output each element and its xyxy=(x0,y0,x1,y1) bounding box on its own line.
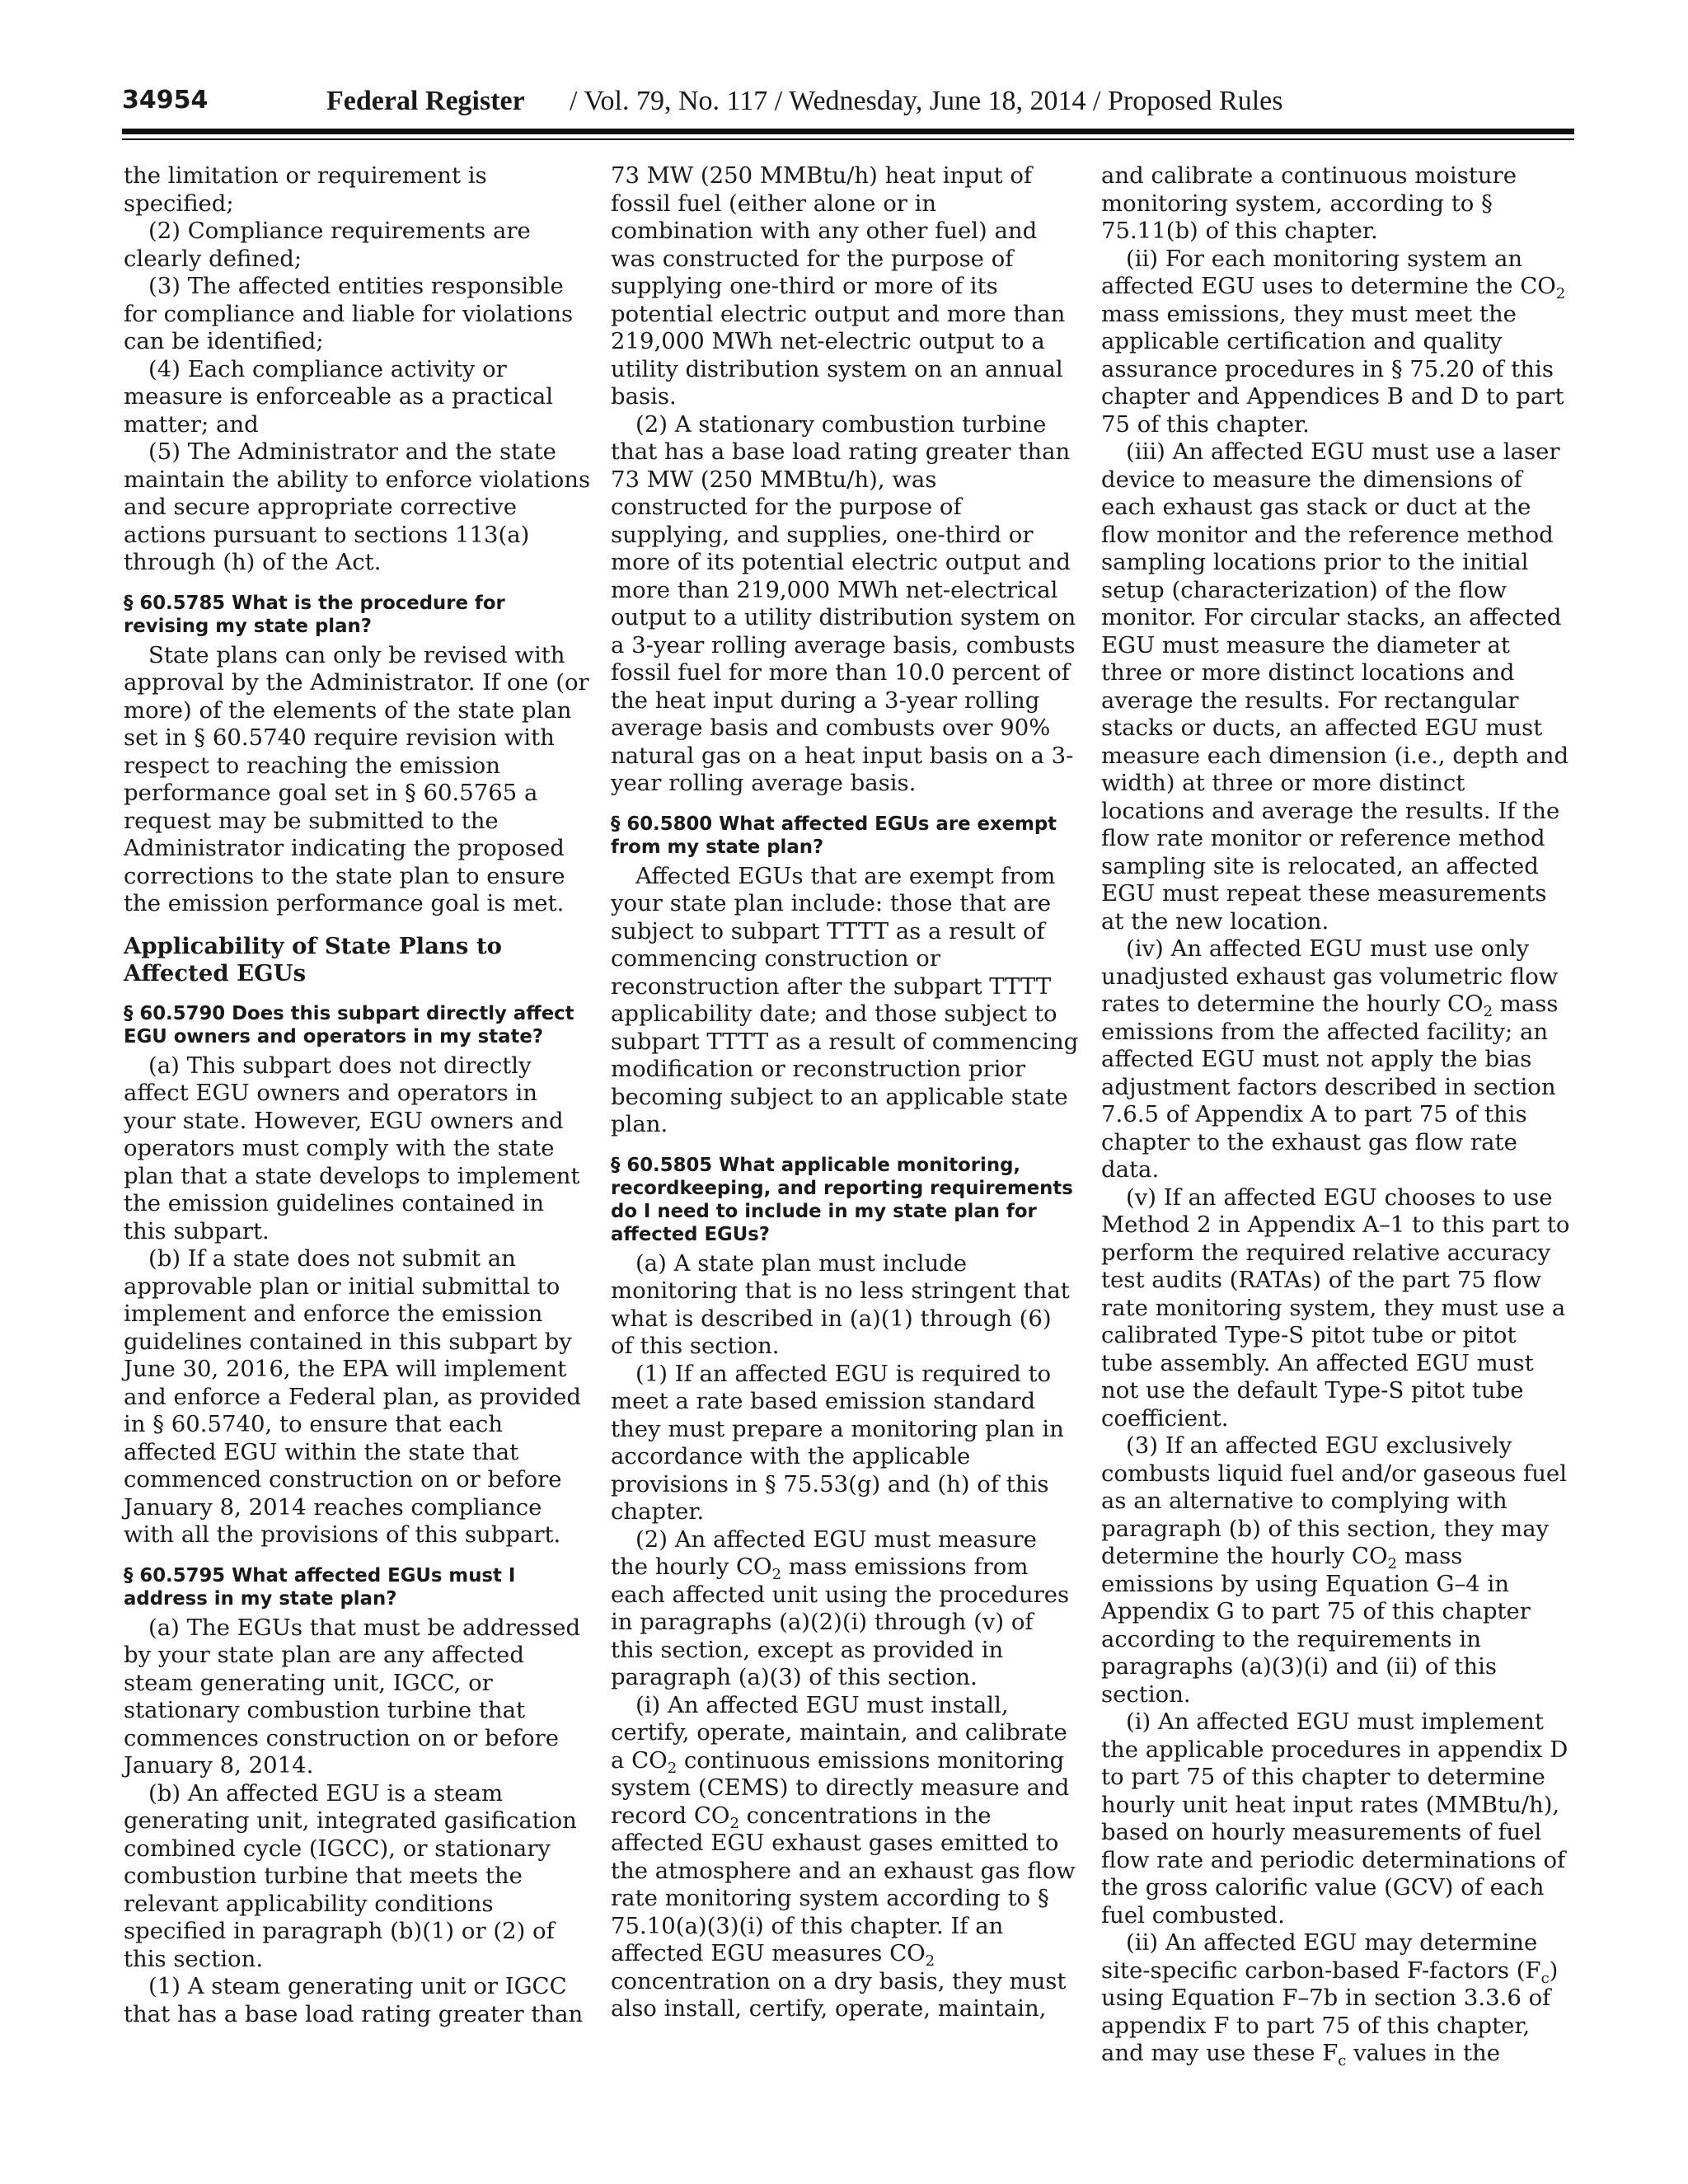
page-header xyxy=(122,86,1574,129)
section-heading-60-5800: § 60.5800 What affected EGUs are exempt from my state plan? xyxy=(611,813,1057,858)
paragraph: (1) A steam generating unit or IGCC that has a base load rating greater than xyxy=(124,1973,584,2027)
paragraph: (ii) For each monitoring system an affected EGU uses to determine the $CO_2$ mass emissions, they must meet the applicable certification and quality assurance procedures in § 75.20 of this chapter and Appendices B and D to part 75 of this chapter. xyxy=(1101,245,1566,438)
paragraph: (2) Compliance requirements are clearly defined; xyxy=(124,218,531,272)
paragraph: (a) A state plan must include monitoring that is no less stringent that what is described in (a)(1) through (6) of this section. xyxy=(611,1249,1070,1359)
publication-title: Federal Register xyxy=(326,86,525,116)
header-rule-thick xyxy=(122,129,1574,134)
paragraph: and calibrate a continuous moisture monitoring system, according to § 75.11(b) of this chapter. xyxy=(1101,162,1517,244)
column-3 xyxy=(1101,162,1571,2068)
paragraph: (2) A stationary combustion turbine that has a base load rating greater than 73 MW (250 MMBtu/h), was constructed for the purpose of supplying, and supplies, one-third or more of its potential electric output and more than 219,000 MWh net-electrical output to a utility distribution system on a 3-year rolling average basis, combusts fossil fuel for more than 10.0 percent of the heat input during a 3-year rolling average basis and combusts over 90% natural gas on a heat input basis on a 3-year rolling average basis. xyxy=(611,410,1076,796)
paragraph: (1) If an affected EGU is required to meet a rate based emission standard they must prepare a monitoring plan in accordance with the applicable provisions in § 75.53(g) and (h) of this chapter. xyxy=(611,1360,1064,1525)
paragraph: State plans can only be revised with approval by the Administrator. If one (or more) of the elements of the state plan set in § 60.5740 require revision with respect to reaching the emission performance goal set in § 60.5765 a request may be submitted to the Administrator indicating the proposed corrections to the state plan to ensure the emission performance goal is met. xyxy=(124,641,589,916)
paragraph: (iii) An affected EGU must use a laser device to measure the dimensions of each exhaust gas stack or duct at the flow monitor and the reference method sampling locations prior to the initial setup (characterization) of the flow monitor. For circular stacks, an affected EGU must measure the diameter at three or more distinct locations and average the results. For rectangular stacks or ducts, an affected EGU must measure each dimension (i.e., depth and width) at three or more distinct locations and average the results. If the flow rate monitor or reference method sampling site is relocated, an affected EGU must repeat these measurements at the new location. xyxy=(1101,438,1569,935)
paragraph: (b) An affected EGU is a steam generating unit, integrated gasification combined cycle (IGCC), or stationary combustion turbine that meets the relevant applicability conditions specified in paragraph (b)(1) or (2) of this section. xyxy=(124,1779,577,1972)
issue-info: / Vol. 79, No. 117 / Wednesday, June 18, 2014 / Proposed Rules xyxy=(570,86,1283,116)
section-heading-60-5785: § 60.5785 What is the procedure for revising my state plan? xyxy=(124,592,505,637)
paragraph: (ii) An affected EGU may determine site-specific carbon-based F-factors $(F_c)$ using Equation F–7b in section 3.3.6 of appendix F to part 75 of this chapter, and may use these $F_c$ values in the xyxy=(1101,1929,1559,2069)
section-heading-60-5795: § 60.5795 What affected EGUs must I address in my state plan? xyxy=(124,1564,516,1610)
paragraph: (b) If a state does not submit an approvable plan or initial submittal to implement and enforce the emission guidelines contained in this subpart by June 30, 2016, the EPA will implement and enforce a Federal plan, as provided in § 60.5740, to ensure that each affected EGU within the state that commenced construction on or before January 8, 2014 reaches compliance with all the provisions of this subpart. xyxy=(124,1245,582,1548)
page-number: 34954 xyxy=(122,86,209,115)
paragraph: (i) An affected EGU must install, certify, operate, maintain, and calibrate a $CO_2$ continuous emissions monitoring system (CEMS) to directly measure and record $CO_2$ concentrations in the affected EGU exhaust gases emitted to the atmosphere and an exhaust gas flow rate monitoring system according to § 75.10(a)(3)(i) of this chapter. If an affected EGU measures $CO_2$ concentration on a dry basis, they must also install, certify, operate, maintain, xyxy=(611,1691,1076,2022)
paragraph: (a) The EGUs that must be addressed by your state plan are any affected steam generating unit, IGCC, or stationary combustion turbine that commences construction on or before January 8, 2014. xyxy=(124,1614,581,1779)
header-rule-thin xyxy=(122,138,1574,140)
paragraph: (a) This subpart does not directly affect EGU owners and operators in your state. However, EGU owners and operators must comply with the state plan that a state develops to implement the emission guidelines contained in this subpart. xyxy=(124,1052,580,1244)
paragraph: (4) Each compliance activity or measure is enforceable as a practical matter; and xyxy=(124,355,554,438)
section-heading-60-5805: § 60.5805 What applicable monitoring, recordkeeping, and reporting requirements do I need to include in my state plan for affected EGUs? xyxy=(611,1154,1073,1245)
section-heading-60-5790: § 60.5790 Does this subpart directly affect EGU owners and operators in my state? xyxy=(124,1002,574,1047)
column-1 xyxy=(124,162,593,2028)
paragraph: (3) If an affected EGU exclusively combusts liquid fuel and/or gaseous fuel as an alternative to complying with paragraph (b) of this section, they may determine the hourly $CO_2$ mass emissions by using Equation G–4 in Appendix G to part 75 of this chapter according to the requirements in paragraphs (a)(3)(i) and (ii) of this section. xyxy=(1101,1432,1567,1708)
paragraph: Affected EGUs that are exempt from your state plan include: those that are subject to subpart TTTT as a result of commencing construction or reconstruction after the subpart TTTT applicability date; and those subject to subpart TTTT as a result of commencing modification or reconstruction prior becoming subject to an applicable state plan. xyxy=(611,862,1079,1137)
paragraph: (3) The affected entities responsible for compliance and liable for violations can be identified; xyxy=(124,273,574,354)
paragraph: (5) The Administrator and the state maintain the ability to enforce violations and secure appropriate corrective actions pursuant to sections 113(a) through (h) of the Act. xyxy=(124,438,591,575)
paragraph: the limitation or requirement is specified; xyxy=(124,162,487,217)
subheading-applicability: Applicability of State Plans to Affected EGUs xyxy=(124,932,503,987)
paragraph: (i) An affected EGU must implement the applicable procedures in appendix D to part 75 of this chapter to determine hourly unit heat input rates (MMBtu/h), based on hourly measurements of fuel flow rate and periodic determinations of the gross calorific value (GCV) of each fuel combusted. xyxy=(1101,1708,1568,1929)
paragraph: (v) If an affected EGU chooses to use Method 2 in Appendix A–1 to this part to perform the required relative accuracy test audits (RATAs) of the part 75 flow rate monitoring system, they must use a calibrated Type-S pitot tube or pitot tube assembly. An affected EGU must not use the default Type-S pitot tube coefficient. xyxy=(1101,1183,1570,1432)
paragraph: (2) An affected EGU must measure the hourly $CO_2$ mass emissions from each affected unit using the procedures in paragraphs (a)(2)(i) through (v) of this section, except as provided in paragraph (a)(3) of this section. xyxy=(611,1526,1070,1690)
paragraph: (iv) An affected EGU must use only unadjusted exhaust gas volumetric flow rates to determine the hourly $CO_2$ mass emissions from the affected facility; an affected EGU must not apply the bias adjustment factors described in section 7.6.5 of Appendix A to part 75 of this chapter to the exhaust gas flow rate data. xyxy=(1101,935,1559,1183)
column-2 xyxy=(611,162,1081,2023)
paragraph: 73 MW (250 MMBtu/h) heat input of fossil fuel (either alone or in combination with any other fuel) and was constructed for the purpose of supplying one-third or more of its potential electric output and more than 219,000 MWh net-electric output to a utility distribution system on an annual basis. xyxy=(611,162,1066,410)
